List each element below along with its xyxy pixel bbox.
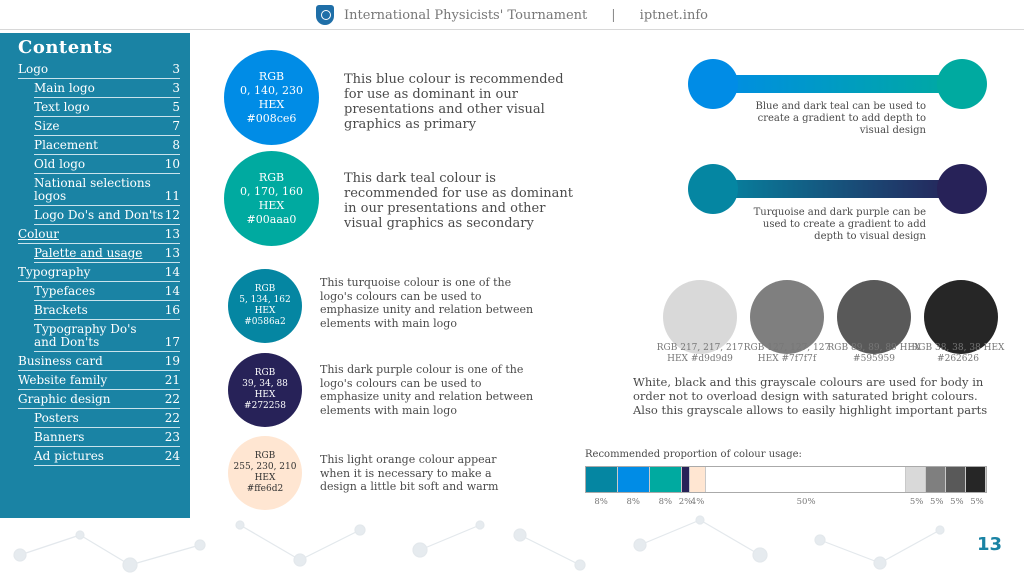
toc-item-label: Brackets bbox=[34, 303, 88, 317]
toc-item-page: 21 bbox=[164, 373, 180, 387]
toc-item-label: Ad pictures bbox=[34, 449, 104, 463]
toc-item-page: 24 bbox=[164, 449, 180, 463]
toc-item-page: 22 bbox=[164, 392, 180, 406]
purple-hex: #272258 bbox=[244, 401, 286, 411]
orange-description: This light orange colour appear when it is necessary to make a design a little bit soft and warm bbox=[320, 453, 499, 493]
proportion-segment bbox=[966, 467, 986, 492]
header-separator: | bbox=[611, 7, 616, 23]
toc-item[interactable] bbox=[18, 371, 180, 390]
toc-item[interactable] bbox=[34, 447, 180, 466]
purple-swatch bbox=[228, 353, 302, 427]
contents-sidebar bbox=[0, 33, 190, 518]
grayscale-description: White, black and this grayscale colours are used for body in order not to overload design with saturated bright colours. Also this grayscale allows to easily highlight important parts bbox=[633, 375, 988, 417]
proportion-label: 2% bbox=[678, 497, 693, 507]
page-number: 13 bbox=[976, 534, 1002, 555]
toc-item-label: Palette and usage bbox=[34, 246, 143, 260]
toc-item-page: 14 bbox=[164, 265, 180, 279]
gray-label-1: RGB 217, 217, 217 HEX #d9d9d9 bbox=[656, 343, 744, 364]
toc-item[interactable] bbox=[34, 206, 180, 225]
proportion-label: 5% bbox=[970, 497, 984, 507]
teal-rgb: 0, 170, 160 bbox=[240, 184, 303, 198]
orange-rgb: 255, 230, 210 bbox=[233, 462, 297, 472]
toc-item-label: Size bbox=[34, 119, 60, 133]
toc-item[interactable] bbox=[34, 155, 180, 174]
toc-item-label: Website family bbox=[18, 373, 108, 387]
gradient-dot-purple bbox=[937, 164, 987, 214]
gradient-bar-turquoise-purple bbox=[710, 180, 960, 198]
gradient-dot-turquoise bbox=[688, 164, 738, 214]
header-title: International Physicists' Tournament bbox=[344, 7, 588, 23]
toc-item-page: 16 bbox=[164, 303, 180, 317]
toc-item-label: Old logo bbox=[34, 157, 86, 171]
orange-rgb-label: RGB bbox=[254, 451, 276, 461]
toc-item-label: Typography bbox=[18, 265, 91, 279]
toc-item-label: Business card bbox=[18, 354, 103, 368]
toc-item-page: 23 bbox=[164, 430, 180, 444]
turquoise-hex: #0586a2 bbox=[244, 317, 286, 327]
network-decoration bbox=[0, 505, 1024, 576]
proportion-label: 8% bbox=[594, 497, 608, 507]
blue-description: This blue colour is recommended for use as dominant in our presentations and other visual graphics as primary bbox=[344, 72, 564, 132]
toc-item-label: Logo Do's and Don'ts bbox=[34, 208, 164, 222]
toc-item[interactable] bbox=[34, 117, 180, 136]
page-header bbox=[0, 0, 1024, 30]
toc-item-page: 10 bbox=[164, 157, 180, 171]
toc-item-label: Graphic design bbox=[18, 392, 111, 406]
gradient-dot-teal bbox=[937, 59, 987, 109]
teal-description: This dark teal colour is recommended for use as dominant in our presentations and other visual graphics as secondary bbox=[344, 171, 573, 231]
proportion-segment bbox=[946, 467, 966, 492]
toc-item[interactable] bbox=[18, 60, 180, 79]
toc-item-label: Placement bbox=[34, 138, 98, 152]
turquoise-hex-label: HEX bbox=[254, 306, 276, 316]
toc-item-label: Posters bbox=[34, 411, 79, 425]
proportion-label: 8% bbox=[626, 497, 640, 507]
gradient-blue-teal-text: Blue and dark teal can be used to create a gradient to add depth to visual design bbox=[755, 101, 926, 136]
toc-item-page: 12 bbox=[164, 208, 180, 222]
toc-item[interactable] bbox=[18, 390, 180, 409]
toc-item-label: Logo bbox=[18, 62, 49, 76]
toc-item-label: Text logo bbox=[34, 100, 90, 114]
purple-rgb-label: RGB bbox=[254, 368, 276, 378]
toc-item-page: 17 bbox=[164, 335, 180, 349]
toc-item[interactable] bbox=[18, 352, 180, 371]
proportion-label: 8% bbox=[658, 497, 673, 507]
toc-item-label: Main logo bbox=[34, 81, 95, 95]
turquoise-description: This turquoise colour is one of the logo's colours can be used to emphasize unity and relation between elements with main logo bbox=[320, 276, 534, 330]
orange-swatch bbox=[228, 436, 302, 510]
toc-item-page: 13 bbox=[164, 227, 180, 241]
toc-item[interactable] bbox=[34, 136, 180, 155]
toc-item-page: 8 bbox=[172, 138, 180, 152]
toc-item-page: 19 bbox=[164, 354, 180, 368]
blue-hex-label: HEX bbox=[258, 97, 285, 111]
blue-rgb: 0, 140, 230 bbox=[240, 83, 303, 97]
proportion-label: 5% bbox=[909, 497, 924, 507]
toc-item-page: 5 bbox=[172, 100, 180, 114]
proportion-segment bbox=[706, 467, 906, 492]
toc-item[interactable] bbox=[34, 282, 180, 301]
purple-hex-label: HEX bbox=[254, 390, 276, 400]
proportion-segment bbox=[906, 467, 926, 492]
turquoise-rgb-label: RGB bbox=[254, 284, 276, 294]
toc-item[interactable] bbox=[34, 98, 180, 117]
proportion-label: 5% bbox=[930, 497, 944, 507]
teal-hex-label: HEX bbox=[258, 198, 285, 212]
toc-item-page: 7 bbox=[172, 119, 180, 133]
toc-item-page: 3 bbox=[172, 81, 180, 95]
gradient-dot-blue bbox=[688, 59, 738, 109]
proportion-segment bbox=[618, 467, 650, 492]
ipt-logo-icon bbox=[316, 5, 334, 25]
proportion-segment bbox=[586, 467, 618, 492]
toc-item-label: Colour bbox=[18, 227, 59, 241]
proportion-label: 50% bbox=[796, 497, 816, 507]
toc-item[interactable] bbox=[34, 320, 180, 352]
toc-item[interactable] bbox=[34, 244, 180, 263]
proportion-bar bbox=[585, 466, 987, 493]
toc-item-label: Banners bbox=[34, 430, 85, 444]
teal-swatch bbox=[224, 151, 319, 246]
toc-item-page: 13 bbox=[164, 246, 180, 260]
proportion-segment bbox=[690, 467, 706, 492]
blue-hex: #008ce6 bbox=[246, 111, 297, 125]
turquoise-rgb: 5, 134, 162 bbox=[239, 295, 291, 305]
toc-list bbox=[18, 60, 180, 466]
purple-rgb: 39, 34, 88 bbox=[242, 379, 288, 389]
teal-hex: #00aaa0 bbox=[246, 212, 297, 226]
toc-item-page: 3 bbox=[172, 62, 180, 76]
toc-item[interactable] bbox=[34, 174, 180, 206]
gradient-bar-blue-teal bbox=[710, 75, 960, 93]
toc-item[interactable] bbox=[34, 79, 180, 98]
toc-item[interactable] bbox=[34, 301, 180, 320]
proportion-label: 4% bbox=[690, 497, 705, 507]
gray-label-2: RGB 127, 127, 127 HEX #7f7f7f bbox=[743, 343, 831, 364]
toc-item-page: 14 bbox=[164, 284, 180, 298]
proportion-label: 5% bbox=[950, 497, 964, 507]
orange-hex: #ffe6d2 bbox=[246, 484, 284, 494]
toc-item-label: Typefaces bbox=[34, 284, 96, 298]
turquoise-swatch bbox=[228, 269, 302, 343]
toc-item[interactable] bbox=[34, 428, 180, 447]
proportion-segment bbox=[650, 467, 682, 492]
header-site-link[interactable]: iptnet.info bbox=[639, 7, 708, 23]
proportion-title: Recommended proportion of colour usage: bbox=[585, 449, 802, 460]
gradient-turquoise-purple-text: Turquoise and dark purple can be used to create a gradient to add depth to visual design bbox=[753, 207, 926, 242]
orange-hex-label: HEX bbox=[254, 473, 276, 483]
gray-label-3: RGB 89, 89, 89 HEX #595959 bbox=[827, 343, 921, 364]
proportion-segment bbox=[926, 467, 946, 492]
toc-item-page: 11 bbox=[164, 189, 180, 203]
toc-item-label: Typography Do's and Don'ts bbox=[34, 322, 137, 349]
toc-item[interactable] bbox=[18, 225, 180, 244]
blue-rgb-label: RGB bbox=[258, 69, 285, 83]
toc-item[interactable] bbox=[34, 409, 180, 428]
purple-description: This dark purple colour is one of the logo's colours can be used to emphasize unity and relation between elements with main logo bbox=[320, 363, 534, 417]
gray-label-4: RGB 38, 38, 38 HEX #262626 bbox=[911, 343, 1005, 364]
proportion-segment bbox=[682, 467, 690, 492]
blue-swatch bbox=[224, 50, 319, 145]
toc-item[interactable] bbox=[18, 263, 180, 282]
contents-heading: Contents bbox=[18, 37, 113, 58]
header-divider bbox=[0, 29, 1024, 30]
teal-rgb-label: RGB bbox=[258, 170, 285, 184]
toc-item-label: National selections logos bbox=[34, 176, 151, 203]
toc-item-page: 22 bbox=[164, 411, 180, 425]
